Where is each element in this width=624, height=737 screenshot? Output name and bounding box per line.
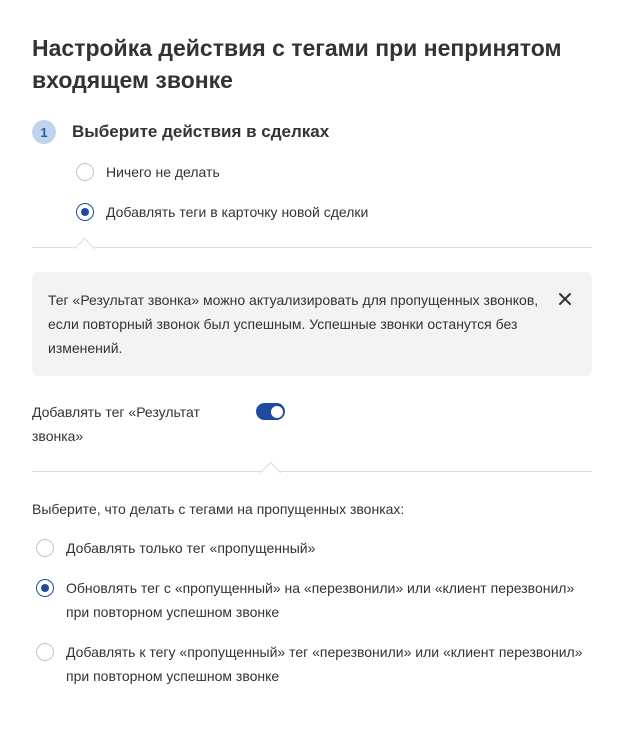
radio-option-add-tags-new-deal[interactable] — [76, 200, 368, 224]
section-divider — [32, 471, 592, 472]
add-result-tag-toggle[interactable] — [256, 403, 285, 420]
section-divider — [32, 247, 592, 248]
radio-button-selected[interactable] — [36, 579, 54, 597]
radio-button[interactable] — [36, 643, 54, 661]
divider-notch — [260, 462, 281, 483]
info-notice — [32, 272, 592, 376]
radio-label: Добавлять к тегу «пропущенный» тег «перезвонили» или «клиент перезвонил» при повторном успешном звонке — [66, 644, 583, 684]
step-number-badge: 1 — [32, 120, 56, 144]
radio-option-update-missed-tag[interactable] — [36, 576, 586, 624]
close-icon[interactable] — [558, 292, 572, 306]
info-text: Тег «Результат звонка» можно актуализировать для пропущенных звонков, если повторный звонок был успешным. Успешные звонки останутся без изменений. — [48, 292, 539, 356]
radio-option-only-missed-tag[interactable] — [36, 536, 315, 560]
toggle-label: Добавлять тег «Результат звонка» — [32, 404, 200, 444]
step-title: Выберите действия в сделках — [72, 122, 330, 141]
radio-button-selected[interactable] — [76, 203, 94, 221]
radio-button[interactable] — [76, 163, 94, 181]
radio-option-do-nothing[interactable] — [76, 160, 220, 184]
radio-label: Добавлять теги в карточку новой сделки — [106, 204, 369, 220]
radio-label: Добавлять только тег «пропущенный» — [66, 540, 316, 556]
radio-option-add-callback-tag[interactable] — [36, 640, 586, 688]
page-title: Настройка действия с тегами при непринятом входящем звонке — [32, 35, 562, 93]
missed-calls-question: Выберите, что делать с тегами на пропущенных звонках: — [32, 501, 405, 517]
radio-label: Ничего не делать — [106, 164, 220, 180]
radio-button[interactable] — [36, 539, 54, 557]
radio-label: Обновлять тег с «пропущенный» на «перезвонили» или «клиент перезвонил» при повторном успешном звонке — [66, 580, 575, 620]
toggle-knob — [271, 406, 283, 418]
divider-notch — [74, 238, 95, 259]
step-header — [32, 119, 329, 145]
